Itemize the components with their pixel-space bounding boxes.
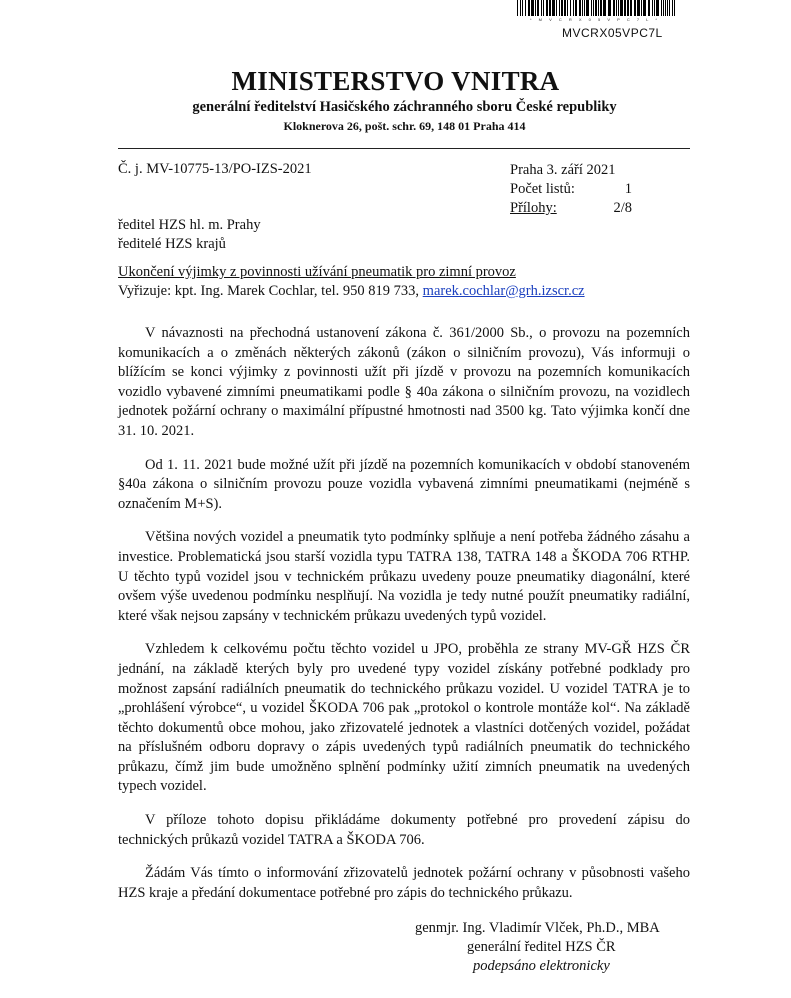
barcode-bar	[537, 0, 539, 16]
barcode-bar	[598, 0, 599, 16]
pages-label: Počet listů:	[510, 181, 575, 197]
barcode-bar	[608, 0, 611, 16]
reference-number: Č. j. MV-10775-13/PO-IZS-2021	[118, 161, 312, 177]
recipient-line: ředitel HZS hl. m. Prahy	[118, 217, 261, 233]
body-paragraph: Od 1. 11. 2021 bude možné užít při jízdě na pozemních komunikacích v období stanoveném §40a zákona o silničním provozu pouze vozidla vybavená zimními pneumatikami (nejméně s označením M+S).	[118, 456, 690, 512]
barcode-bar	[641, 0, 642, 16]
barcode-bar	[561, 0, 563, 16]
header-divider	[118, 148, 690, 149]
handler-email-link[interactable]: marek.cochlar@grh.izscr.cz	[422, 283, 585, 299]
document-id: MVCRX05VPC7L	[562, 26, 663, 40]
barcode-bar	[656, 0, 659, 16]
barcode-bar	[525, 0, 526, 16]
subject-line: Ukončení výjimky z povinnosti užívání pneumatik pro zimní provoz	[118, 264, 516, 280]
body-paragraph: V příloze tohoto dopisu přikládáme dokumenty potřebné pro provedení zápisu do technických průkazů vozidel TATRA a ŠKODA 706.	[118, 812, 690, 848]
place-date: Praha 3. září 2021	[510, 162, 616, 178]
barcode-bar	[593, 0, 594, 16]
body-paragraph: Žádám Vás tímto o informování zřizovatelů jednotek požární ochrany v působnosti vašeho HZS kraje a předání dokumentace potřebné pro zápis do technického průkazu.	[118, 865, 690, 901]
barcode-bar	[624, 0, 626, 16]
barcode-bar	[674, 0, 675, 16]
letter-body	[118, 324, 690, 917]
attachments-row	[510, 199, 632, 218]
document-meta	[510, 161, 632, 218]
barcode-bar	[531, 0, 534, 16]
barcode-bar	[672, 0, 673, 16]
barcode-bar	[613, 0, 615, 16]
signature-note: podepsáno elektronicky	[473, 958, 610, 974]
barcode-bar	[595, 0, 597, 16]
barcode-bar	[591, 0, 592, 16]
attachments-label: Přílohy:	[510, 200, 557, 216]
barcode-bar	[603, 0, 606, 16]
body-paragraph: Většina nových vozidel a pneumatik tyto podmínky splňuje a není potřeba žádného zásahu a investice. Problematická jsou starší vozidla typu TATRA 138, TATRA 148 a ŠKODA 706 RTHP. U těchto typů vozidel jsou v technickém průkazu uvedeny pouze pneumatiky diagonální, které ovšem výše uvedenou podmínku nesplňují. Na vozidla je tedy nutné použít pneumatiky radiální, které však nejsou zapsány v technickém průkazu uvedených typů vozidel.	[118, 529, 690, 624]
recipient-line: ředitelé HZS krajů	[118, 236, 226, 252]
barcode-caption: * M V C R X 0 5 V P C 7 L *	[530, 17, 660, 22]
barcode-bar	[665, 0, 666, 16]
barcode-bar	[667, 0, 668, 16]
barcode-bar	[564, 0, 566, 16]
barcode-bar	[669, 0, 670, 16]
signatory-name: genmjr. Ing. Vladimír Vlček, Ph.D., MBA	[415, 920, 660, 936]
barcode-bar	[543, 0, 544, 16]
barcode-bar	[663, 0, 664, 16]
ministry-title: MINISTERSTVO VNITRA	[231, 66, 560, 96]
barcode-bar	[520, 0, 521, 16]
barcode-bar	[654, 0, 655, 16]
barcode-bar	[643, 0, 646, 16]
barcode-bar	[630, 0, 632, 16]
barcode-bar	[634, 0, 636, 16]
barcode-bar	[648, 0, 650, 16]
barcode-bar	[567, 0, 568, 16]
barcode-bar	[559, 0, 560, 16]
barcode-bar	[600, 0, 602, 16]
barcode-bar	[575, 0, 577, 16]
subject-block	[118, 263, 585, 301]
department-name: generální ředitelství Hasičského záchranného sboru České republiky	[192, 99, 617, 115]
pages-row	[510, 180, 632, 199]
barcode-bar	[586, 0, 589, 16]
barcode-bar	[584, 0, 585, 16]
barcode-bar	[517, 0, 518, 16]
body-paragraph: V návaznosti na přechodná ustanovení zákona č. 361/2000 Sb., o provozu na pozemních komunikacích a o změnách některých zákonů (zákon o silničním provozu), Vás informuji o blížícím se konci výjimky z povinnosti užít při jízdě v provozu na pozemních komunikacích vozidlo vybavené zimními pneumatikami podle § 40a zákona o silničním provozu, na vozidlech jednotek požární ochrany o maximální přípustné hmotnosti nad 3500 kg. Tato výjimka končí dne 31. 10. 2021.	[118, 325, 690, 439]
handler-line	[118, 282, 585, 301]
barcode-bar	[570, 0, 571, 16]
barcode-bar	[528, 0, 530, 16]
body-paragraph: Vzhledem k celkovému počtu těchto vozidel u JPO, proběhla ze strany MV-GŘ HZS ČR jednání, na základě kterých byly pro uvedené typy vozidel získány potřebné podklady pro možnost zapsání radiálních pneumatik do technického průkazu vozidel. U vozidel TATRA je to „prohlášení výrobce“, u vozidel ŠKODA 706 pak „protokol o kontrole montáže kol“. Na základě těchto dokumentů obce mohou, jako zřizovatelé jednotek a vlastníci dotčených vozidel, požádat na příslušném odboru dopravy o zápis uvedených typů radiálních pneumatik do technického průkazu, čímž jim bude umožněno splnění podmínky užití zimních pneumatik na uvedených typech vozidel.	[118, 641, 690, 795]
barcode-bar	[620, 0, 623, 16]
barcode-bar	[556, 0, 557, 16]
barcode-bar	[627, 0, 629, 16]
pages-value: 1	[624, 181, 632, 197]
barcode-bar	[616, 0, 617, 16]
barcode-bar	[637, 0, 640, 16]
barcode-bar	[552, 0, 555, 16]
signatory-position: generální ředitel HZS ČR	[467, 939, 616, 955]
barcode-bar	[546, 0, 548, 16]
ministry-address: Kloknerova 26, pošt. schr. 69, 148 01 Praha 414	[283, 119, 526, 133]
barcode-bar	[541, 0, 542, 16]
barcode-bar	[535, 0, 536, 16]
handler-text: Vyřizuje: kpt. Ing. Marek Cochlar, tel. 950 819 733,	[118, 283, 423, 299]
attachments-value: 2/8	[613, 200, 632, 216]
recipients	[118, 216, 261, 254]
barcode-bar	[522, 0, 523, 16]
barcode-bar	[573, 0, 574, 16]
barcode	[517, 0, 677, 18]
barcode-bar	[661, 0, 662, 16]
barcode-bar	[652, 0, 653, 16]
barcode-bar	[618, 0, 619, 16]
barcode-bar	[549, 0, 551, 16]
barcode-bar	[582, 0, 583, 16]
barcode-bar	[579, 0, 581, 16]
